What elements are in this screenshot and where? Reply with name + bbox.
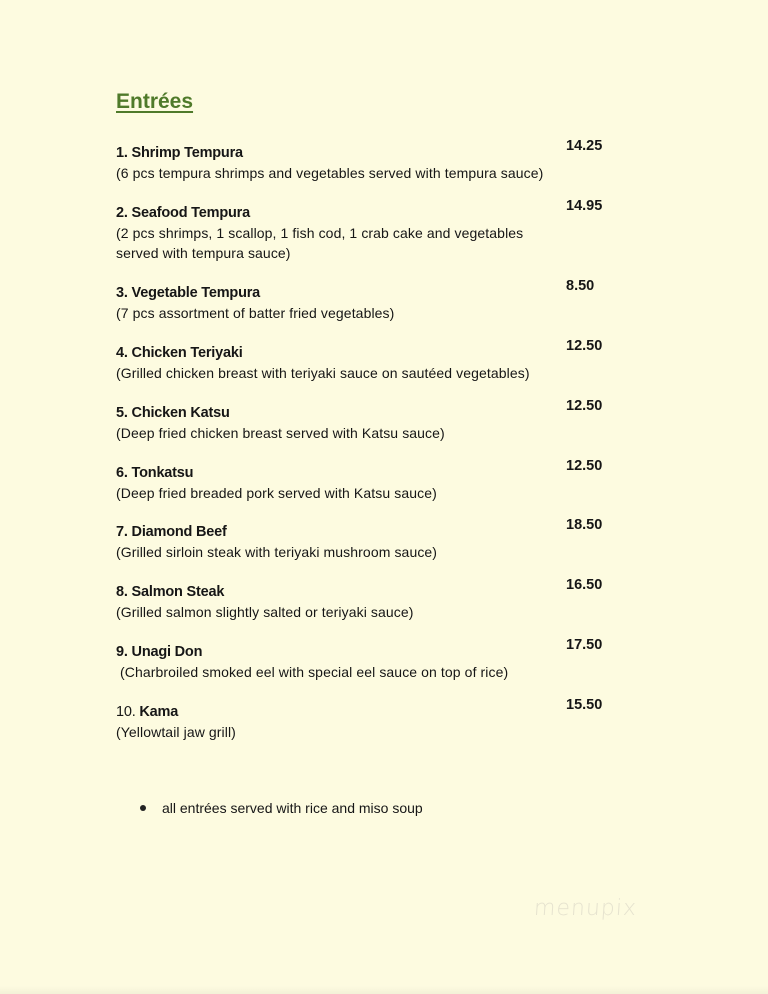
item-description: (Deep fried chicken breast served with Katsu sauce)	[116, 425, 445, 441]
page-edge	[0, 986, 768, 994]
item-name: Unagi Don	[131, 644, 203, 660]
item-price: 8.50	[566, 278, 595, 294]
item-description: (7 pcs assortment of batter fried vegetables)	[116, 305, 395, 321]
item-title	[116, 702, 606, 722]
item-number: 2.	[116, 205, 128, 221]
item-price: 16.50	[566, 577, 603, 593]
item-price: 12.50	[566, 398, 603, 414]
menu-item	[116, 637, 606, 682]
item-description: (Charbroiled smoked eel with special eel sauce on top of rice)	[116, 664, 509, 680]
item-price: 15.50	[566, 697, 603, 713]
item-number: 9.	[116, 644, 128, 660]
item-description: (Grilled salmon slightly salted or teriyaki sauce)	[116, 604, 414, 620]
item-description: (Deep fried breaded pork served with Katsu sauce)	[116, 485, 437, 501]
menu-item	[116, 338, 606, 383]
item-title	[116, 343, 606, 363]
item-name: Shrimp Tempura	[131, 145, 243, 161]
item-price: 12.50	[566, 338, 603, 354]
item-number: 7.	[116, 524, 128, 540]
item-description: (Yellowtail jaw grill)	[116, 724, 236, 740]
item-price: 14.25	[566, 138, 603, 154]
item-description: (Grilled chicken breast with teriyaki sauce on sautéed vegetables)	[116, 365, 530, 381]
item-number: 3.	[116, 285, 128, 301]
item-title	[116, 463, 606, 483]
item-price: 17.50	[566, 637, 603, 653]
item-title	[116, 203, 606, 223]
item-title	[116, 522, 606, 542]
item-number: 4.	[116, 345, 128, 361]
item-title	[116, 642, 606, 662]
item-number: 5.	[116, 405, 128, 421]
menu-item	[116, 577, 606, 622]
menu-item	[116, 697, 606, 742]
item-price: 18.50	[566, 517, 603, 533]
item-number: 1.	[116, 145, 128, 161]
item-name: Salmon Steak	[131, 584, 225, 600]
item-price: 12.50	[566, 458, 603, 474]
footnote	[140, 798, 423, 818]
item-number: 10.	[116, 704, 136, 720]
section-heading: Entrées	[116, 90, 194, 113]
watermark-logo: menupix	[533, 896, 638, 921]
item-title	[116, 403, 606, 423]
item-description: (2 pcs shrimps, 1 scallop, 1 fish cod, 1 crab cake and vegetables served with tempura sauce)	[116, 225, 524, 261]
item-name: Chicken Katsu	[131, 405, 230, 421]
menu-item	[116, 517, 606, 562]
item-name: Tonkatsu	[131, 465, 194, 481]
menu-item	[116, 398, 606, 443]
bullet-icon	[140, 805, 146, 811]
item-name: Seafood Tempura	[131, 205, 250, 221]
menu-item	[116, 278, 606, 323]
item-description: (Grilled sirloin steak with teriyaki mushroom sauce)	[116, 544, 438, 560]
item-title	[116, 143, 606, 163]
item-description: (6 pcs tempura shrimps and vegetables served with tempura sauce)	[116, 165, 544, 181]
item-name: Diamond Beef	[131, 524, 227, 540]
item-name: Chicken Teriyaki	[131, 345, 243, 361]
item-number: 6.	[116, 465, 128, 481]
menu-item	[116, 198, 606, 263]
item-price: 14.95	[566, 198, 603, 214]
item-number: 8.	[116, 584, 128, 600]
menu-item	[116, 138, 606, 183]
footnote-text: all entrées served with rice and miso soup	[162, 800, 423, 816]
item-title	[116, 283, 606, 303]
item-name: Kama	[139, 704, 179, 720]
menu-item	[116, 458, 606, 503]
item-title	[116, 582, 606, 602]
item-name: Vegetable Tempura	[131, 285, 261, 301]
